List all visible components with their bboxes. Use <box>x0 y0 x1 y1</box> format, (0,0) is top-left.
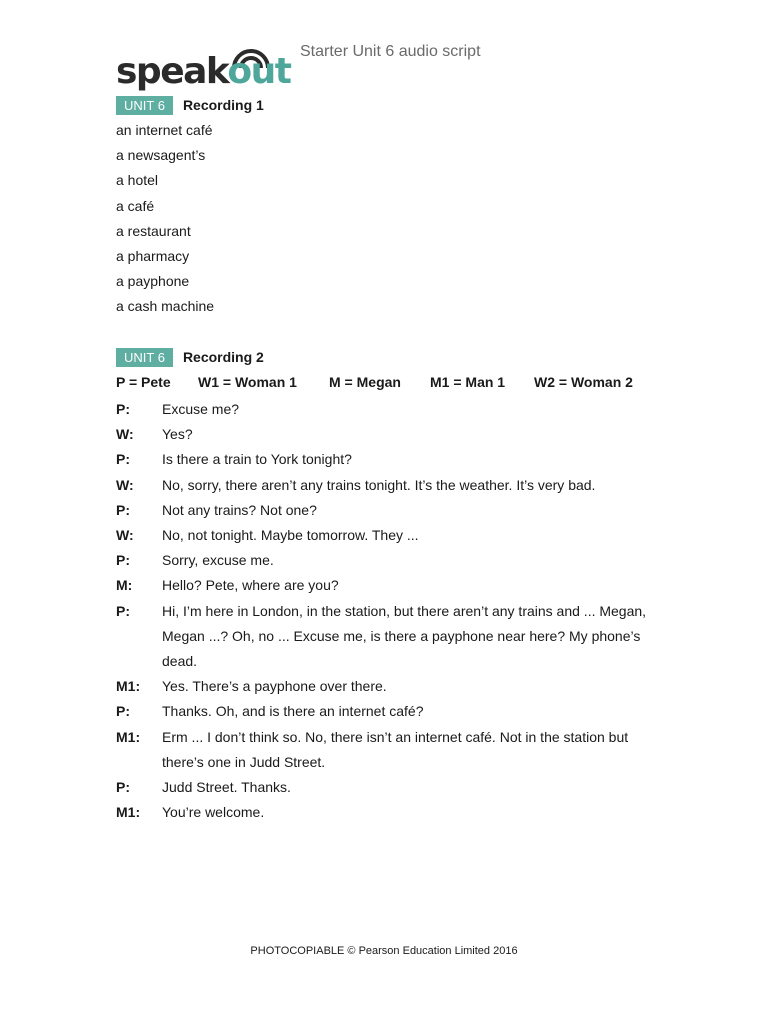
logo-word-out: out <box>227 51 291 92</box>
dialogue-line <box>116 800 656 825</box>
list-item: an internet café <box>116 122 213 138</box>
speech-text: No, not tonight. Maybe tomorrow. They ... <box>162 527 419 544</box>
recording-title: Recording 2 <box>182 349 264 365</box>
speaker-label: W: <box>116 476 134 493</box>
speaker-label: M1: <box>116 678 141 695</box>
list-item: a pharmacy <box>116 247 190 264</box>
cast-entry: W1 = Woman 1 <box>198 374 297 390</box>
dialogue-line <box>116 599 656 675</box>
speech-text: Yes. There’s a payphone over there. <box>162 678 387 695</box>
speech-text: Is there a train to York tonight? <box>162 451 352 468</box>
speaker-label: W: <box>116 426 134 443</box>
speech-text: Hi, I’m here in London, in the station, but there aren’t any trains and ... Megan, Megan ...? Oh, no ... Excuse me, is there a payphone near here? My phone’s dead. <box>162 602 647 670</box>
dialogue-line <box>116 573 656 598</box>
unit-badge: UNIT 6 <box>116 96 173 115</box>
speech-text: You’re welcome. <box>162 804 265 821</box>
section-heading-recording-1 <box>116 95 264 115</box>
dialogue-line <box>116 397 656 422</box>
cast-entry: P = Pete <box>116 374 171 390</box>
speaker-label: W: <box>116 527 134 544</box>
dialogue-line <box>116 725 656 775</box>
section-heading-recording-2 <box>116 347 264 367</box>
speaker-label: M1: <box>116 804 141 821</box>
dialogue-line <box>116 699 656 724</box>
dialogue-line <box>116 447 656 472</box>
speech-text: Excuse me? <box>162 401 240 417</box>
dialogue-line <box>116 473 656 498</box>
speech-text: Judd Street. Thanks. <box>162 779 291 796</box>
speaker-label: M1: <box>116 728 141 745</box>
dialogue-line <box>116 523 656 548</box>
speech-text: Thanks. Oh, and is there an internet café? <box>162 703 424 720</box>
copyright-footer: PHOTOCOPIABLE © Pearson Education Limited 2016 <box>250 945 518 957</box>
recording-title: Recording 1 <box>182 97 264 113</box>
list-item: a hotel <box>116 172 159 189</box>
speech-text: Erm ... I don’t think so. No, there isn’t an internet café. Not in the station but there’s one in Judd Street. <box>162 728 629 770</box>
logo-word-speak: speak <box>116 51 228 92</box>
speaker-label: P: <box>116 602 130 619</box>
speech-text: Hello? Pete, where are you? <box>162 577 339 594</box>
speakout-logo <box>116 44 291 96</box>
logo-wordmark <box>116 50 290 94</box>
list-item: a cash machine <box>116 298 215 315</box>
dialogue-line <box>116 422 656 447</box>
document-title: Starter Unit 6 audio script <box>300 43 481 60</box>
speech-text: Sorry, excuse me. <box>162 552 274 569</box>
dialogue-line <box>116 674 656 699</box>
dialogue-line <box>116 775 656 800</box>
cast-entry: M = Megan <box>329 374 401 390</box>
speaker-label: M: <box>116 577 133 594</box>
list-item: a newsagent’s <box>116 147 206 164</box>
vocabulary-list <box>116 120 214 322</box>
speaker-label: P: <box>116 552 130 569</box>
list-item: a payphone <box>116 273 190 290</box>
speech-text: Not any trains? Not one? <box>162 501 317 518</box>
dialogue-script <box>116 397 656 825</box>
list-item: a restaurant <box>116 222 191 239</box>
speech-text: Yes? <box>162 426 193 443</box>
speaker-label: P: <box>116 401 130 417</box>
speech-text: No, sorry, there aren’t any trains tonight. It’s the weather. It’s very bad. <box>162 476 596 493</box>
cast-entry: M1 = Man 1 <box>430 374 506 390</box>
dialogue-line <box>116 548 656 573</box>
speaker-label: P: <box>116 779 130 796</box>
speaker-label: P: <box>116 703 130 720</box>
speaker-label: P: <box>116 451 130 468</box>
list-item: a café <box>116 197 155 214</box>
cast-entry: W2 = Woman 2 <box>534 374 633 390</box>
unit-badge: UNIT 6 <box>116 348 173 367</box>
speaker-label: P: <box>116 501 130 518</box>
dialogue-line <box>116 498 656 523</box>
